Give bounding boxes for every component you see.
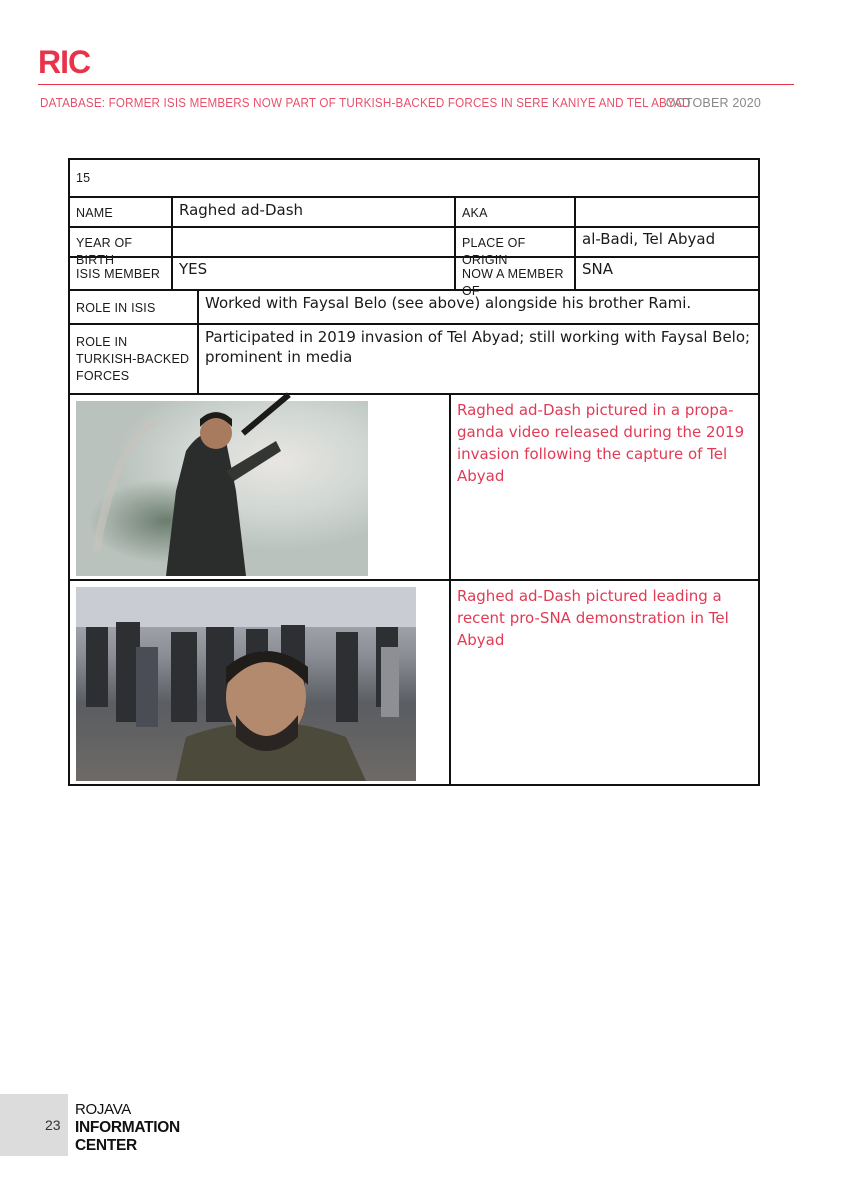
role-isis-row xyxy=(70,289,758,323)
role-in-tbf-value: Participated in 2019 invasion of Tel Abyad; still working with Faysal Belo; prominent in media xyxy=(205,328,751,366)
header-rule xyxy=(38,84,794,85)
role-tbf-row xyxy=(70,323,758,393)
ric-logo: RIC xyxy=(38,44,91,80)
role-in-tbf-label: ROLE IN TURKISH-BACKED FORCES xyxy=(76,335,190,383)
photo-caption-1: Raghed ad-Dash pictured in a propa- ganda video released during the 2019 invasion following the capture of Tel Abyad xyxy=(457,401,745,485)
page-number: 23 xyxy=(45,1117,61,1133)
name-row xyxy=(70,196,758,226)
name-label: NAME xyxy=(76,206,113,220)
propaganda-video-figure xyxy=(76,401,368,576)
org-line-3: CENTER xyxy=(75,1137,137,1154)
aka-label: AKA xyxy=(462,206,488,220)
isis-member-value: YES xyxy=(179,260,208,278)
demonstration-crowd xyxy=(76,587,416,781)
photo-row-1 xyxy=(70,393,758,579)
role-in-isis-value: Worked with Faysal Belo (see above) alongside his brother Rami. xyxy=(205,294,692,312)
role-in-isis-label: ROLE IN ISIS xyxy=(76,301,156,315)
place-of-origin-value: al-Badi, Tel Abyad xyxy=(582,230,716,248)
birth-row xyxy=(70,226,758,267)
membership-row xyxy=(70,256,758,298)
photo-caption-2: Raghed ad-Dash pictured leading a recent pro-SNA demonstration in Tel Abyad xyxy=(457,587,729,649)
aka-value xyxy=(576,198,758,202)
header-date: OCTOBER 2020 xyxy=(665,96,761,110)
record-table xyxy=(68,158,760,786)
org-line-2: INFORMATION xyxy=(75,1119,180,1136)
record-number-row xyxy=(70,160,758,196)
year-of-birth-label: YEAR OF BIRTH xyxy=(76,236,133,267)
year-of-birth-value xyxy=(173,228,454,232)
header-title: DATABASE: FORMER ISIS MEMBERS NOW PART OF TURKISH-BACKED FORCES IN SERE KANIYE AND TEL ABYAD xyxy=(40,96,691,110)
isis-member-label: ISIS MEMBER xyxy=(76,267,161,281)
demonstration-photo xyxy=(76,587,416,781)
name-value: Raghed ad-Dash xyxy=(179,201,304,219)
org-line-1: ROJAVA xyxy=(75,1101,131,1118)
place-of-origin-label: PLACE OF ORIGIN xyxy=(462,236,526,267)
photo-row-2 xyxy=(70,579,758,784)
now-member-of-label: NOW A MEMBER OF xyxy=(462,267,564,298)
propaganda-video-still xyxy=(76,401,368,576)
now-member-of-value: SNA xyxy=(582,260,614,278)
record-number: 15 xyxy=(76,171,91,185)
org-logo xyxy=(75,1101,180,1155)
